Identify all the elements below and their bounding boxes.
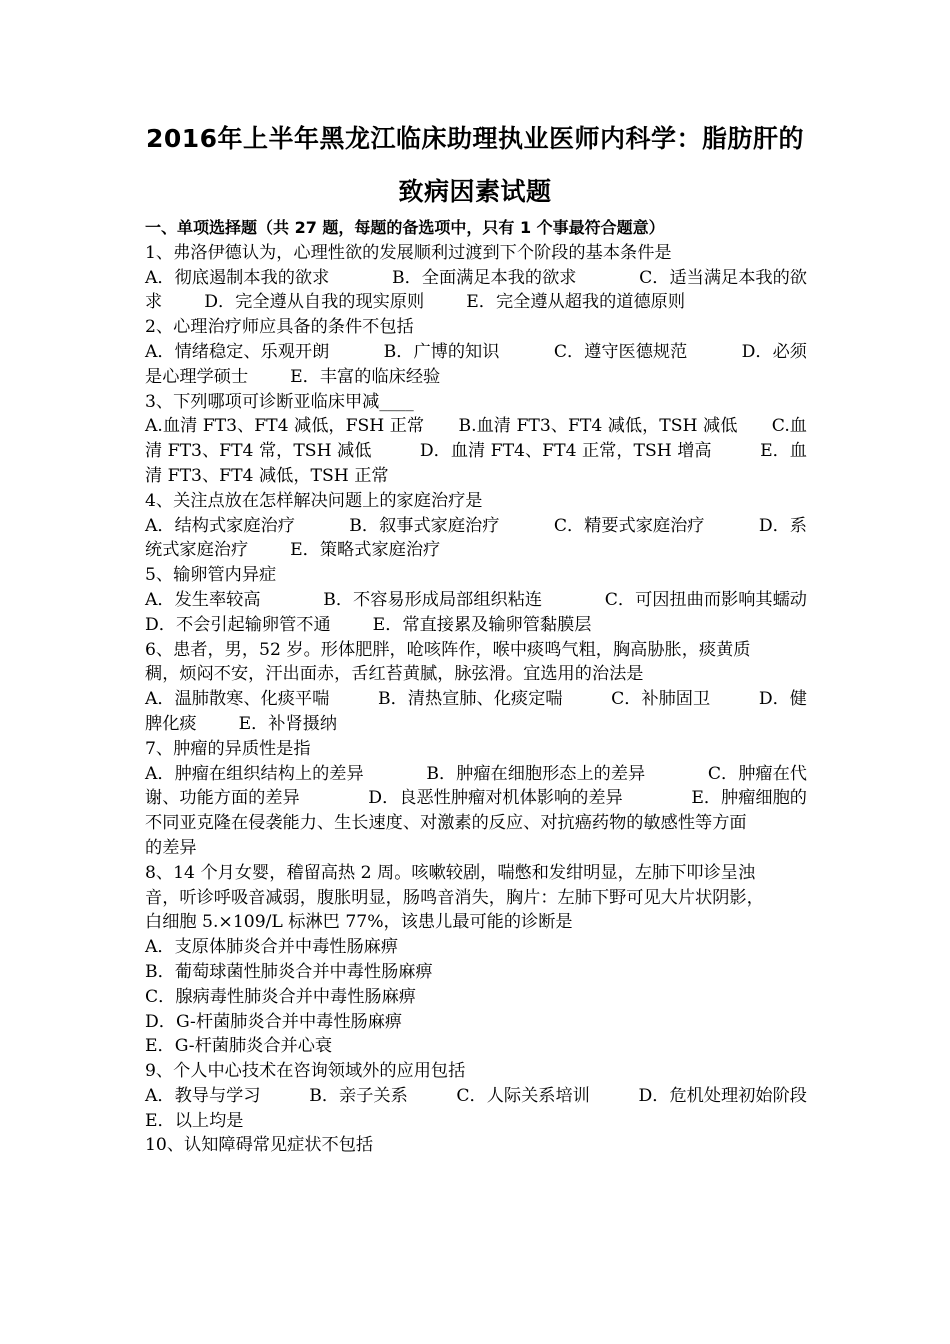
text-segment: D．血清 FT4、FT4 正常，TSH 增高 (419, 441, 712, 462)
text-segment: 白细胞 5.×109/L 标淋巴 77%，该患儿最可能的诊断是 (145, 912, 573, 933)
text-line (145, 836, 807, 861)
text-segment: A．结构式家庭治疗 (145, 515, 295, 536)
text-segment: 6、患者，男，52 岁。形体肥胖，呛咳阵作，喉中痰鸣气粗，胸高胁胀，痰黄质 (145, 639, 751, 660)
text-line (145, 1109, 807, 1134)
text-segment: D．系 (758, 515, 807, 536)
text-segment: C．可因扭曲而影响其蠕动 (604, 589, 807, 610)
text-segment: B．不容易形成局部组织粘连 (323, 589, 543, 610)
text-segment: 9、个人中心技术在咨询领域外的应用包括 (145, 1061, 466, 1082)
text-line (145, 241, 807, 266)
text-line (145, 985, 807, 1010)
text-segment: C．腺病毒性肺炎合并中毒性肠麻痹 (145, 986, 416, 1007)
text-line (145, 563, 807, 588)
text-line (145, 538, 807, 563)
document-title-line-1: 2016年上半年黑龙江临床助理执业医师内科学：脂肪肝的 (145, 124, 805, 153)
text-line (145, 861, 807, 886)
text-line (145, 390, 807, 415)
text-segment: 是心理学硕士 (145, 366, 249, 387)
text-segment: 10、认知障碍常见症状不包括 (145, 1135, 374, 1156)
text-segment: E．以上均是 (145, 1110, 244, 1131)
text-segment: E．G-杆菌肺炎合并心衰 (145, 1036, 333, 1057)
text-line (145, 414, 807, 439)
text-segment: 音，听诊呼吸音减弱，腹胀明显，肠鸣音消失，胸片：左肺下野可见大片状阴影， (145, 887, 764, 908)
text-line (145, 315, 807, 340)
text-segment: C．补肺固卫 (611, 689, 711, 710)
text-line (145, 886, 807, 911)
text-line (145, 1059, 807, 1084)
text-line (145, 786, 807, 811)
text-segment: 2、心理治疗师应具备的条件不包括 (145, 317, 414, 338)
text-line (145, 762, 807, 787)
text-segment: A．温肺散寒、化痰平喘 (145, 689, 330, 710)
text-line (145, 266, 807, 291)
text-segment: D．良恶性肿瘤对机体影响的差异 (368, 788, 623, 809)
text-segment: 不同亚克隆在侵袭能力、生长速度、对激素的反应、对抗癌药物的敏感性等方面 (145, 813, 747, 834)
text-segment: A．肿瘤在组织结构上的差异 (145, 763, 364, 784)
text-segment: A．发生率较高 (145, 589, 261, 610)
text-segment: A.血清 FT3、FT4 减低，FSH 正常 (145, 416, 425, 437)
text-segment: 清 FT3、FT4 常，TSH 减低 (145, 441, 372, 462)
text-line (145, 489, 807, 514)
text-segment: C．肿瘤在代 (707, 763, 807, 784)
text-segment: C．适当满足本我的欲 (639, 267, 807, 288)
text-line (145, 290, 807, 315)
text-segment: B．葡萄球菌性肺炎合并中毒性肠麻痹 (145, 961, 433, 982)
text-segment: 谢、功能方面的差异 (145, 788, 300, 809)
text-segment: 清 FT3、FT4 减低，TSH 正常 (145, 465, 389, 486)
text-segment: 7、肿瘤的异质性是指 (145, 738, 311, 759)
text-line (145, 514, 807, 539)
text-line (145, 662, 807, 687)
text-line (145, 960, 807, 985)
text-segment: C．精要式家庭治疗 (553, 515, 705, 536)
text-segment: E．血 (760, 441, 807, 462)
text-segment: D．不会引起输卵管不通 (145, 614, 331, 635)
text-segment: E．肿瘤细胞的 (691, 788, 807, 809)
section-heading: 一、单项选择题（共 27 题，每题的备选项中，只有 1 个事最符合题意） (145, 218, 665, 237)
text-line (145, 439, 807, 464)
text-segment: A．情绪稳定、乐观开朗 (145, 341, 330, 362)
text-segment: 8、14 个月女婴，稽留高热 2 周。咳嗽较剧，喘憋和发绀明显，左肺下叩诊呈浊 (145, 862, 756, 883)
text-segment: B．清热宣肺、化痰定喘 (377, 689, 563, 710)
text-line (145, 811, 807, 836)
text-segment: C．遵守医德规范 (553, 341, 688, 362)
text-segment: 1、弗洛伊德认为，心理性欲的发展顺利过渡到下个阶段的基本条件是 (145, 242, 672, 263)
text-segment: A．教导与学习 (145, 1085, 261, 1106)
text-segment: B.血清 FT3、FT4 减低，TSH 减低 (458, 416, 738, 437)
text-segment: C.血 (771, 416, 807, 437)
text-segment: 统式家庭治疗 (145, 540, 249, 561)
text-segment: B．广博的知识 (383, 341, 500, 362)
text-line (145, 588, 807, 613)
text-segment: D．G-杆菌肺炎合并中毒性肠麻痹 (145, 1011, 403, 1032)
text-segment: D．健 (758, 689, 807, 710)
text-line (145, 1034, 807, 1059)
text-segment: 稠，烦闷不安，汗出面赤，舌红苔黄腻，脉弦滑。宜选用的治法是 (145, 664, 644, 685)
text-segment: E．补肾摄纳 (238, 713, 338, 734)
text-segment: B．叙事式家庭治疗 (349, 515, 500, 536)
text-line (145, 365, 807, 390)
text-line (145, 712, 807, 737)
text-line (145, 1010, 807, 1035)
text-segment: C．人际关系培训 (456, 1085, 590, 1106)
text-line (145, 935, 807, 960)
document-title-line-2: 致病因素试题 (398, 177, 552, 206)
text-line (145, 687, 807, 712)
text-line (145, 1133, 807, 1158)
text-segment: D．必须 (741, 341, 807, 362)
text-segment: 的差异 (145, 837, 197, 858)
text-segment: 脾化痰 (145, 713, 197, 734)
text-segment: A．彻底遏制本我的欲求 (145, 267, 330, 288)
text-line (145, 638, 807, 663)
text-segment: A．支原体肺炎合并中毒性肠麻痹 (145, 937, 399, 958)
text-segment: E．完全遵从超我的道德原则 (466, 292, 686, 313)
text-segment: E．丰富的临床经验 (290, 366, 441, 387)
text-line (145, 1084, 807, 1109)
text-line (145, 737, 807, 762)
text-segment: 5、输卵管内异症 (145, 565, 277, 586)
text-segment: D．危机处理初始阶段 (638, 1085, 807, 1106)
text-segment: 求 (145, 292, 163, 313)
question-lines (145, 241, 807, 1158)
text-segment: 3、下列哪项可诊断亚临床甲减____ (145, 391, 414, 412)
text-segment: 4、关注点放在怎样解决问题上的家庭治疗是 (145, 490, 483, 511)
text-line (145, 464, 807, 489)
text-segment: E．常直接累及输卵管黏膜层 (372, 614, 592, 635)
text-line (145, 340, 807, 365)
text-segment: D．完全遵从自我的现实原则 (204, 292, 425, 313)
document-body (145, 216, 807, 1158)
text-segment: B．全面满足本我的欲求 (391, 267, 577, 288)
text-line (145, 910, 807, 935)
text-line (145, 613, 807, 638)
text-segment: E．策略式家庭治疗 (290, 540, 441, 561)
text-segment: B．亲子关系 (309, 1085, 408, 1106)
text-segment: B．肿瘤在细胞形态上的差异 (426, 763, 646, 784)
